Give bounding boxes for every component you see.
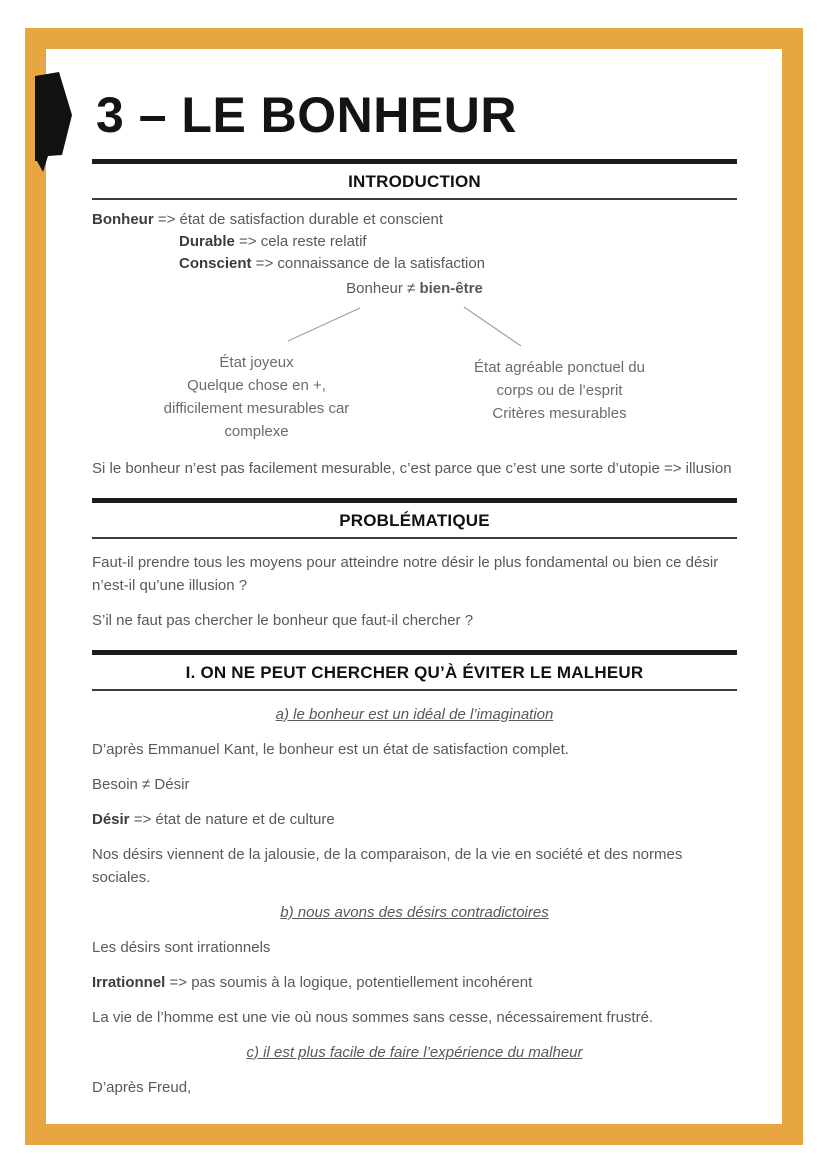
definition-irrationnel-text: => pas soumis à la logique, potentiellement incohérent <box>165 973 533 991</box>
divider-thick <box>92 650 737 655</box>
diagram-branch-right <box>447 356 672 425</box>
branch-left-line: État joyeux <box>219 353 294 371</box>
definition-durable-text: => cela reste relatif <box>234 232 367 250</box>
term-durable: Durable <box>179 232 235 250</box>
page-title: 3 – LE BONHEUR <box>96 87 517 143</box>
diagram-node-bold: bien-être <box>419 279 483 297</box>
definition-desir <box>92 808 737 831</box>
branch-left-line: Quelque chose en +, <box>187 376 326 394</box>
introduction-divider <box>92 198 737 200</box>
section-heading-part1: I. ON NE PEUT CHERCHER QU’À ÉVITER LE MALHEUR <box>185 662 644 682</box>
divider-thick <box>92 498 737 503</box>
diagram-node-plain: Bonheur ≠ <box>346 279 420 297</box>
term-conscient: Conscient <box>179 254 252 272</box>
sub-a-paragraph-besoin: Besoin ≠ Désir <box>92 775 190 793</box>
branch-right-line: État agréable ponctuel du <box>474 358 645 376</box>
sub-b-paragraph-frustration: La vie de l’homme est une vie où nous sommes sans cesse, nécessairement frustré. <box>92 1008 654 1026</box>
term-desir: Désir <box>92 810 130 828</box>
title-divider <box>92 159 737 164</box>
branch-right-line: corps ou de l’esprit <box>496 381 623 399</box>
subsection-b-title: b) nous avons des désirs contradictoires <box>280 903 549 921</box>
definition-conscient-text: => connaissance de la satisfaction <box>251 254 485 272</box>
branch-right-line: Critères mesurables <box>492 404 627 422</box>
intro-conclusion: Si le bonheur n’est pas facilement mesurable, c’est parce que c’est une sorte d’utopie => illusion <box>92 459 732 477</box>
section-heading-problematique: PROBLÉMATIQUE <box>339 510 490 530</box>
definition-durable <box>92 231 737 253</box>
term-bonheur: Bonheur <box>92 210 154 228</box>
sub-a-paragraph-desirs: Nos désirs viennent de la jalousie, de la comparaison, de la vie en société et des normes sociales. <box>92 845 683 886</box>
diagram-branch-left <box>154 351 359 443</box>
part1-divider <box>92 689 737 691</box>
definition-bonheur <box>92 209 737 231</box>
sub-c-paragraph-freud: D’après Freud, <box>92 1078 192 1096</box>
section-heading-introduction: INTRODUCTION <box>348 171 481 191</box>
sub-b-paragraph-irrationnels: Les désirs sont irrationnels <box>92 938 271 956</box>
bookmark-icon <box>34 71 74 173</box>
problematique-paragraph-1: Faut-il prendre tous les moyens pour atteindre notre désir le plus fondamental ou bien ce désir n’est-il qu’une illusion ? <box>92 553 719 594</box>
comparison-diagram <box>92 275 737 445</box>
branch-left-line: complexe <box>224 422 289 440</box>
definition-desir-text: => état de nature et de culture <box>129 810 335 828</box>
definition-conscient <box>92 253 737 275</box>
term-irrationnel: Irrationnel <box>92 973 166 991</box>
definition-bonheur-text: => état de satisfaction durable et conscient <box>153 210 444 228</box>
definition-irrationnel <box>92 971 737 994</box>
problematique-paragraph-2: S’il ne faut pas chercher le bonheur que faut-il chercher ? <box>92 611 474 629</box>
subsection-c-title: c) il est plus facile de faire l’expérience du malheur <box>246 1043 583 1061</box>
problematique-divider <box>92 537 737 539</box>
page-content <box>46 49 782 1124</box>
sub-a-paragraph-kant: D’après Emmanuel Kant, le bonheur est un état de satisfaction complet. <box>92 740 569 758</box>
subsection-a-title: a) le bonheur est un idéal de l’imagination <box>275 705 554 723</box>
branch-left-line: difficilement mesurables car <box>163 399 350 417</box>
